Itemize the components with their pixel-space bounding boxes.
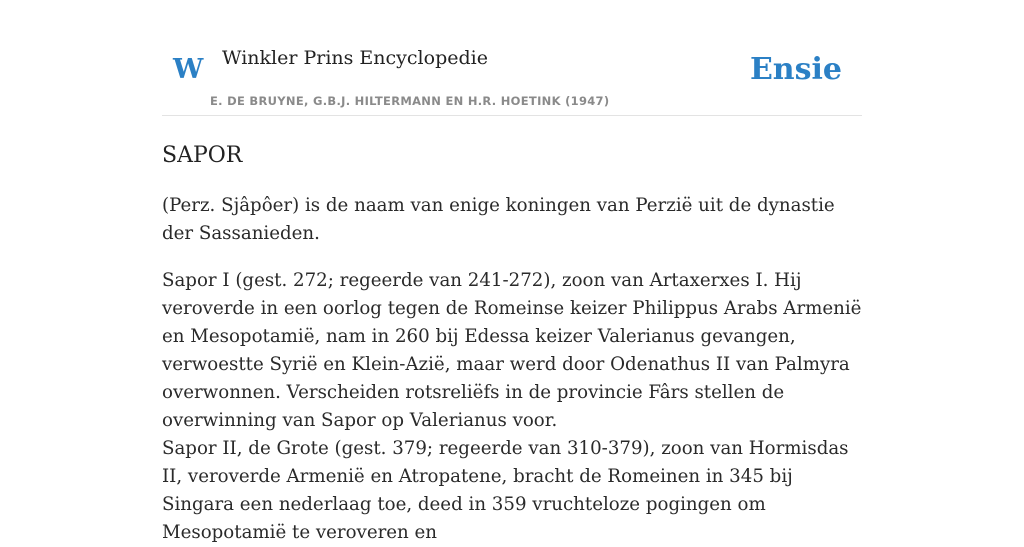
article-title: SAPOR: [162, 143, 243, 168]
brand-link[interactable]: Ensie: [749, 52, 842, 87]
article-paragraph-2: Sapor I (gest. 272; regeerde van 241-272), zoon van Artaxerxes I. Hij veroverde in een oorlog tegen de Romeinse keizer Philippus Arabs Armenië en Mesopotamië, nam in 260 bij Edessa keizer Valerianus gevangen, verwoestte Syrië en Klein-Azië, maar werd door Odenathus II van Palmyra overwonnen. Verscheiden rotsreliëfs in de provincie Fârs stellen de overwinning van Sapor op Valerianus voor.: [162, 270, 862, 431]
article-paragraph-3: Sapor II, de Grote (gest. 379; regeerde van 310-379), zoon van Hormisdas II, veroverde Armenië en Atropatene, bracht de Romeinen in 345 bij Singara een nederlaag toe, deed in 359 vruchteloze pogingen om Mesopotamië te veroveren en: [162, 438, 849, 543]
page: [162, 0, 862, 543]
site-header: [162, 0, 862, 116]
article-paragraph-1: (Perz. Sjâpôer) is de naam van enige koningen van Perzië uit de dynastie der Sassanieden.: [162, 195, 835, 244]
site-logo[interactable]: W: [173, 54, 204, 85]
site-subtitle: E. DE BRUYNE, G.B.J. HILTERMANN EN H.R. HOETINK (1947): [210, 94, 610, 108]
site-title[interactable]: Winkler Prins Encyclopedie: [222, 47, 488, 69]
